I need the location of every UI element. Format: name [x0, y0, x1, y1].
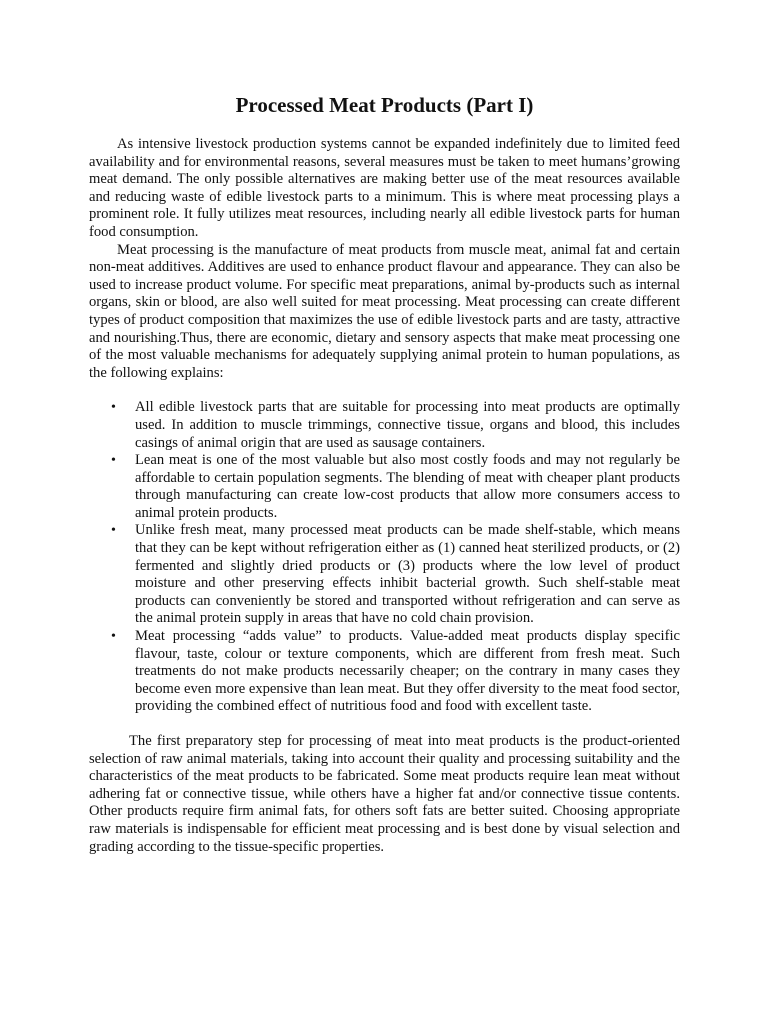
body-paragraph: Meat processing is the manufacture of meat products from muscle meat, animal fat and certain non-meat additives. Additives are used to enhance product flavour and appearance. They can also be used to increase product volume. For specific meat preparations, animal by-products such as internal organs, skin or blood, are also well suited for meat processing. Meat processing can create different types of product composition that maximizes the use of edible livestock parts and are tasty, attractive and nourishing.Thus, there are economic, dietary and sensory aspects that make meat processing one of the most valuable mechanisms for adequately supplying animal protein to human populations, as the following explains:: [89, 241, 680, 381]
list-item: [89, 452, 680, 522]
intro-paragraph: As intensive livestock production systems cannot be expanded indefinitely due to limited feed availability and for environmental reasons, several measures must be taken to meet humans’growing meat demand. The only possible alternatives are making better use of the meat resources available and reducing waste of edible livestock parts to a minimum. This is where meat processing plays a prominent role. It fully utilizes meat resources, including nearly all edible livestock parts for human food consumption.: [89, 136, 680, 240]
bullet-icon: •: [111, 400, 116, 416]
closing-paragraph: The first preparatory step for processing of meat into meat products is the product-oriented selection of raw animal materials, taking into account their quality and processing suitability and the characteristics of the meat products to be fabricated. Some meat products require lean meat without adhering fat or connective tissue, while others have a higher fat and/or connective tissue contents. Other products require firm animal fats, for others soft fats are better suited. Choosing appropriate raw materials is indispensable for efficient meat processing and is best done by visual selection and grading according to the tissue-specific properties.: [89, 733, 680, 855]
bullet-list: [89, 399, 680, 716]
list-item: [89, 628, 680, 716]
list-item-text: Lean meat is one of the most valuable but also most costly foods and may not regularly be affordable to certain population segments. The blending of meat with cheaper plant products through manufacturing can create low-cost products that allow more consumers access to animal protein products.: [135, 452, 680, 521]
bullet-icon: •: [111, 453, 116, 469]
list-item: [89, 522, 680, 628]
page-title: Processed Meat Products (Part I): [235, 93, 534, 117]
list-item-text: Unlike fresh meat, many processed meat products can be made shelf-stable, which means that they can be kept without refrigeration either as (1) canned heat sterilized products, or (2) fermented and slightly dried products or (3) products where the low level of product moisture and other preserving effects inhibit bacterial growth. Such shelf-stable meat products can conveniently be stored and transported without refrigeration and can serve as the animal protein supply in areas that have no cold chain provision.: [135, 522, 680, 627]
bullet-icon: •: [111, 523, 116, 539]
list-item-text: All edible livestock parts that are suitable for processing into meat products are optimally used. In addition to muscle trimmings, connective tissue, organs and blood, this includes casings of animal origin that are used as sausage containers.: [135, 399, 680, 451]
list-item-text: Meat processing “adds value” to products. Value-added meat products display specific flavour, taste, colour or texture components, which are different from fresh meat. Such treatments do not make products necessarily cheaper; on the contrary in many cases they become even more expensive than lean meat. But they offer diversity to the meat food sector, providing the combined effect of nutritious food and food with excellent taste.: [135, 628, 681, 715]
bullet-icon: •: [111, 629, 116, 645]
list-item: [89, 399, 680, 452]
